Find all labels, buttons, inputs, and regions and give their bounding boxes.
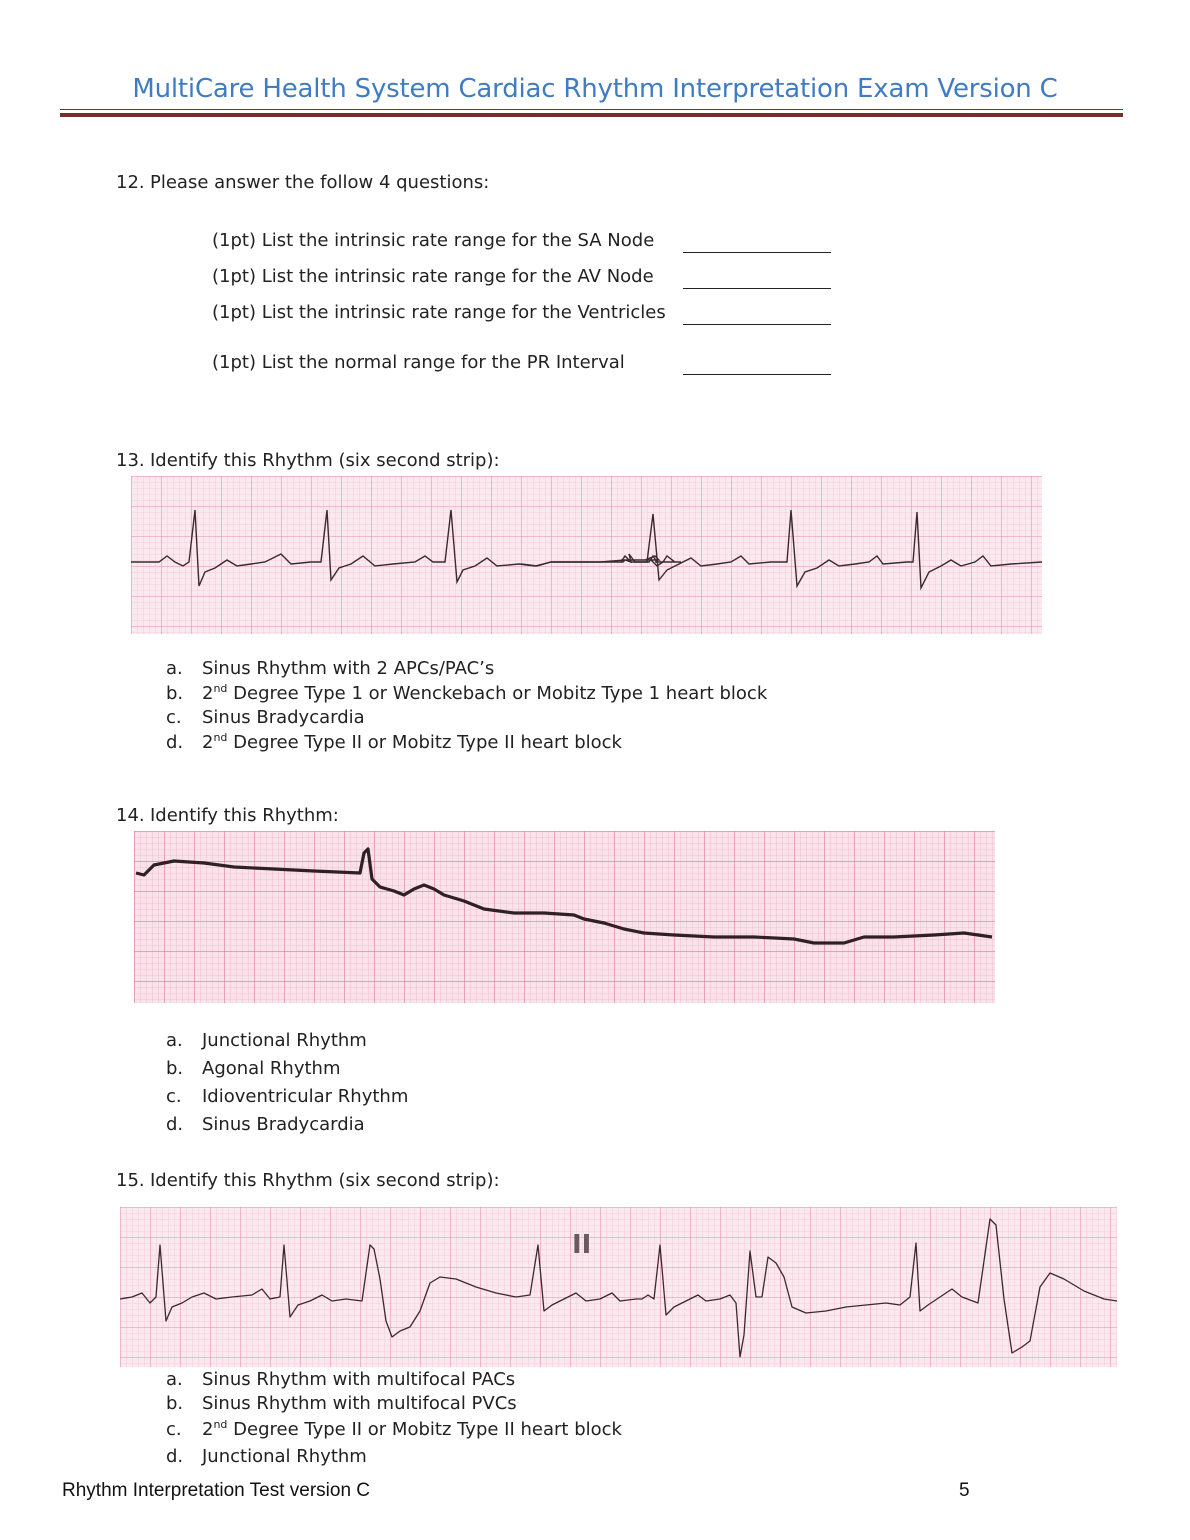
q12-item-ventricles: (1pt) List the intrinsic rate range for the Ventricles bbox=[212, 302, 666, 323]
question-text: Identify this Rhythm: bbox=[150, 805, 339, 826]
question-15 bbox=[116, 1170, 500, 1191]
q15-option-a[interactable]: a. Sinus Rhythm with multifocal PACs bbox=[166, 1369, 516, 1390]
footer-page-number: 5 bbox=[959, 1480, 970, 1501]
q13-option-d[interactable]: d. 2nd Degree Type II or Mobitz Type II heart block bbox=[166, 731, 622, 753]
answer-blank-av-node[interactable] bbox=[683, 288, 831, 289]
question-text: Identify this Rhythm (six second strip): bbox=[150, 1170, 500, 1191]
answer-blank-ventricles[interactable] bbox=[683, 324, 831, 325]
question-13 bbox=[116, 450, 500, 471]
q13-option-b[interactable]: b. 2nd Degree Type 1 or Wenckebach or Mobitz Type 1 heart block bbox=[166, 682, 768, 704]
ecg-strip-q14 bbox=[134, 831, 995, 1003]
q15-option-d[interactable]: d. Junctional Rhythm bbox=[166, 1446, 367, 1467]
ecg-strip-q13 bbox=[131, 476, 1042, 634]
q15-option-c[interactable]: c. 2nd Degree Type II or Mobitz Type II heart block bbox=[166, 1418, 622, 1440]
lead-label: II bbox=[572, 1230, 592, 1260]
header-rule-thick bbox=[60, 113, 1123, 117]
ecg-strip-q15 bbox=[120, 1207, 1117, 1367]
q14-option-c[interactable]: c. Idioventricular Rhythm bbox=[166, 1086, 409, 1107]
q14-option-b[interactable]: b. Agonal Rhythm bbox=[166, 1058, 341, 1079]
question-14 bbox=[116, 805, 339, 826]
question-text: Please answer the follow 4 questions: bbox=[150, 172, 490, 193]
answer-blank-sa-node[interactable] bbox=[683, 252, 831, 253]
question-text: Identify this Rhythm (six second strip): bbox=[150, 450, 500, 471]
question-12 bbox=[116, 172, 489, 193]
answer-blank-pr-interval[interactable] bbox=[683, 374, 831, 375]
question-number: 14. bbox=[116, 805, 145, 826]
footer-left-text: Rhythm Interpretation Test version C bbox=[62, 1480, 371, 1501]
q14-option-a[interactable]: a. Junctional Rhythm bbox=[166, 1030, 367, 1051]
question-number: 13. bbox=[116, 450, 145, 471]
question-number: 12. bbox=[116, 172, 145, 193]
q15-option-b[interactable]: b. Sinus Rhythm with multifocal PVCs bbox=[166, 1393, 517, 1414]
q13-option-a[interactable]: a. Sinus Rhythm with 2 APCs/PAC’s bbox=[166, 658, 495, 679]
header-rule-thin bbox=[60, 109, 1123, 110]
page-header-title: MultiCare Health System Cardiac Rhythm Interpretation Exam Version C bbox=[132, 74, 1058, 104]
q13-option-c[interactable]: c. Sinus Bradycardia bbox=[166, 707, 365, 728]
q14-option-d[interactable]: d. Sinus Bradycardia bbox=[166, 1114, 365, 1135]
q12-item-sa-node: (1pt) List the intrinsic rate range for the SA Node bbox=[212, 230, 655, 251]
q12-item-av-node: (1pt) List the intrinsic rate range for the AV Node bbox=[212, 266, 654, 287]
question-number: 15. bbox=[116, 1170, 145, 1191]
q12-item-pr-interval: (1pt) List the normal range for the PR Interval bbox=[212, 352, 625, 373]
